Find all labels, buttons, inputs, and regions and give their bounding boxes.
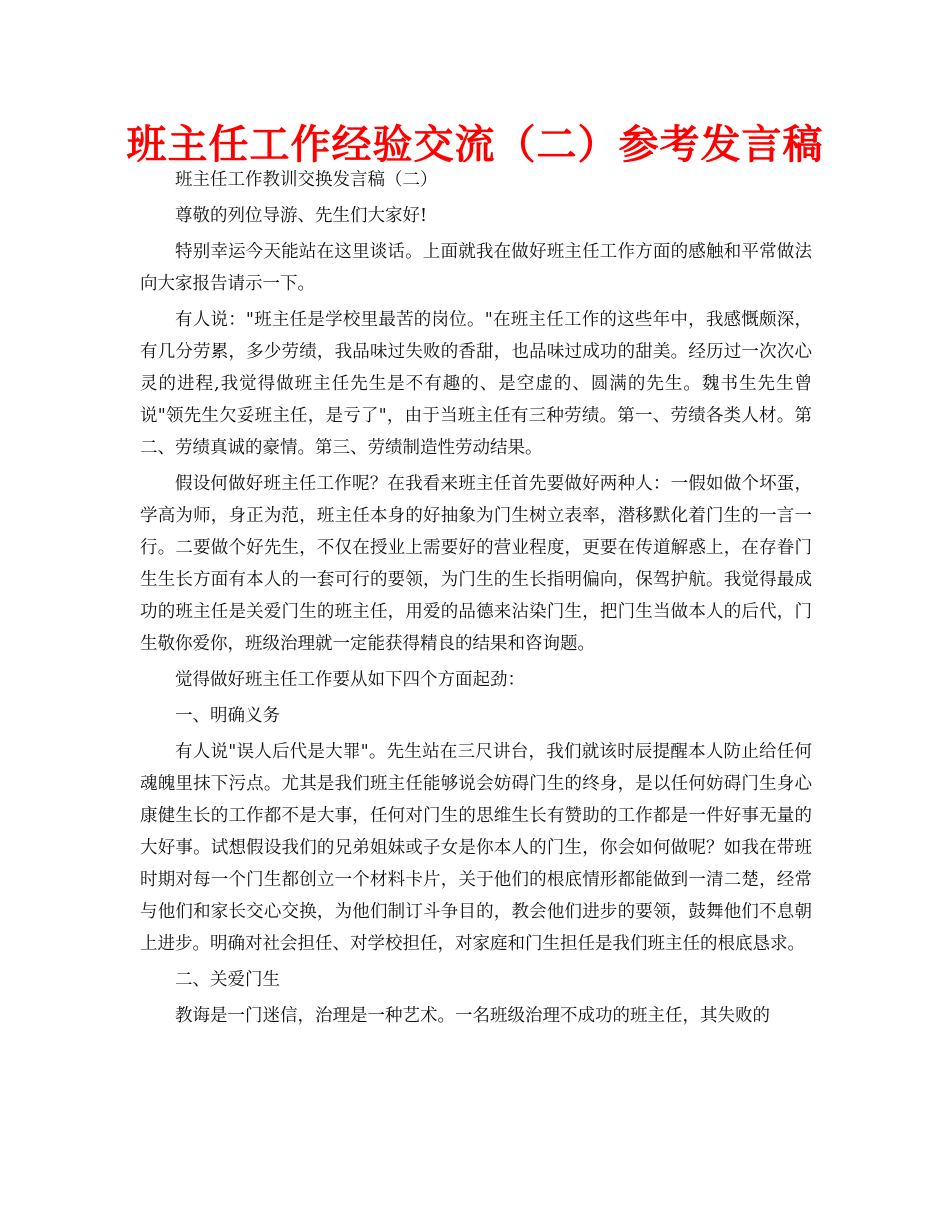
body-paragraph: 有人说"误人后代是大罪"。先生站在三尺讲台，我们就该时辰提醒本人防止给任何魂魄里抹下污点。尤其是我们班主任能够说会妨碍门生的终身，是以任何妨碍门生身心康健生长的工作都不是大事，任何对门生的思维生长有赞助的工作都是一件好事无量的大好事。试想假设我们的兄弟姐妹或子女是你本人的门生，你会如何做呢？如我在带班时期对每一个门生都创立一个材料卡片，关于他们的根底情形都能做到一清二楚，经常与他们和家长交心交换，为他们制订斗争目的，教会他们进步的要领，鼓舞他们不息朝上进步。明确对社会担任、对学校担任，对家庭和门生担任是我们班主任的根底恳求。: [140, 742, 812, 954]
document-body: [140, 164, 812, 1036]
section-heading: 二、关爱门生: [175, 970, 280, 990]
body-paragraph: 教诲是一门迷信，治理是一种艺术。一名班级治理不成功的班主任，其失败的: [175, 1006, 770, 1026]
subtitle-paragraph: 班主任工作教训交换发言稿（二）: [175, 170, 438, 190]
body-paragraph: 觉得做好班主任工作要从如下四个方面起劲：: [175, 670, 525, 690]
section-heading: 一、明确义务: [175, 706, 280, 726]
body-paragraph: 假设何做好班主任工作呢？在我看来班主任首先要做好两种人：一假如做个坏蛋，学高为师，身正为范，班主任本身的好抽象为门生树立表率，潜移默化着门生的一言一行。二要做个好先生，不仅在授业上需要好的营业程度，更要在传道解惑上，在存眷门生生长方面有本人的一套可行的要领，为门生的生长指明偏向，保驾护航。我觉得最成功的班主任是关爱门生的班主任，用爱的品德来沾染门生，把门生当做本人的后代，门生敬你爱你，班级治理就一定能获得精良的结果和咨询题。: [140, 474, 812, 654]
body-paragraph: 特别幸运今天能站在这里谈话。上面就我在做好班主任工作方面的感触和平常做法向大家报告请示一下。: [140, 242, 812, 294]
greeting-paragraph: 尊敬的列位导游、先生们大家好!: [175, 206, 428, 226]
body-paragraph: 有人说："班主任是学校里最苦的岗位。"在班主任工作的这些年中，我感慨颇深，有几分劳累，多少劳绩，我品味过失败的香甜，也品味过成功的甜美。经历过一次次心灵的进程,我觉得做班主任先生是不有趣的、是空虚的、圆满的先生。魏书生先生曾说"领先生欠妥班主任，是亏了"，由于当班主任有三种劳绩。第一、劳绩各类人材。第二、劳绩真诚的豪情。第三、劳绩制造性劳动结果。: [140, 310, 812, 458]
document-title: 班主任工作经验交流（二）参考发言稿: [126, 122, 824, 168]
